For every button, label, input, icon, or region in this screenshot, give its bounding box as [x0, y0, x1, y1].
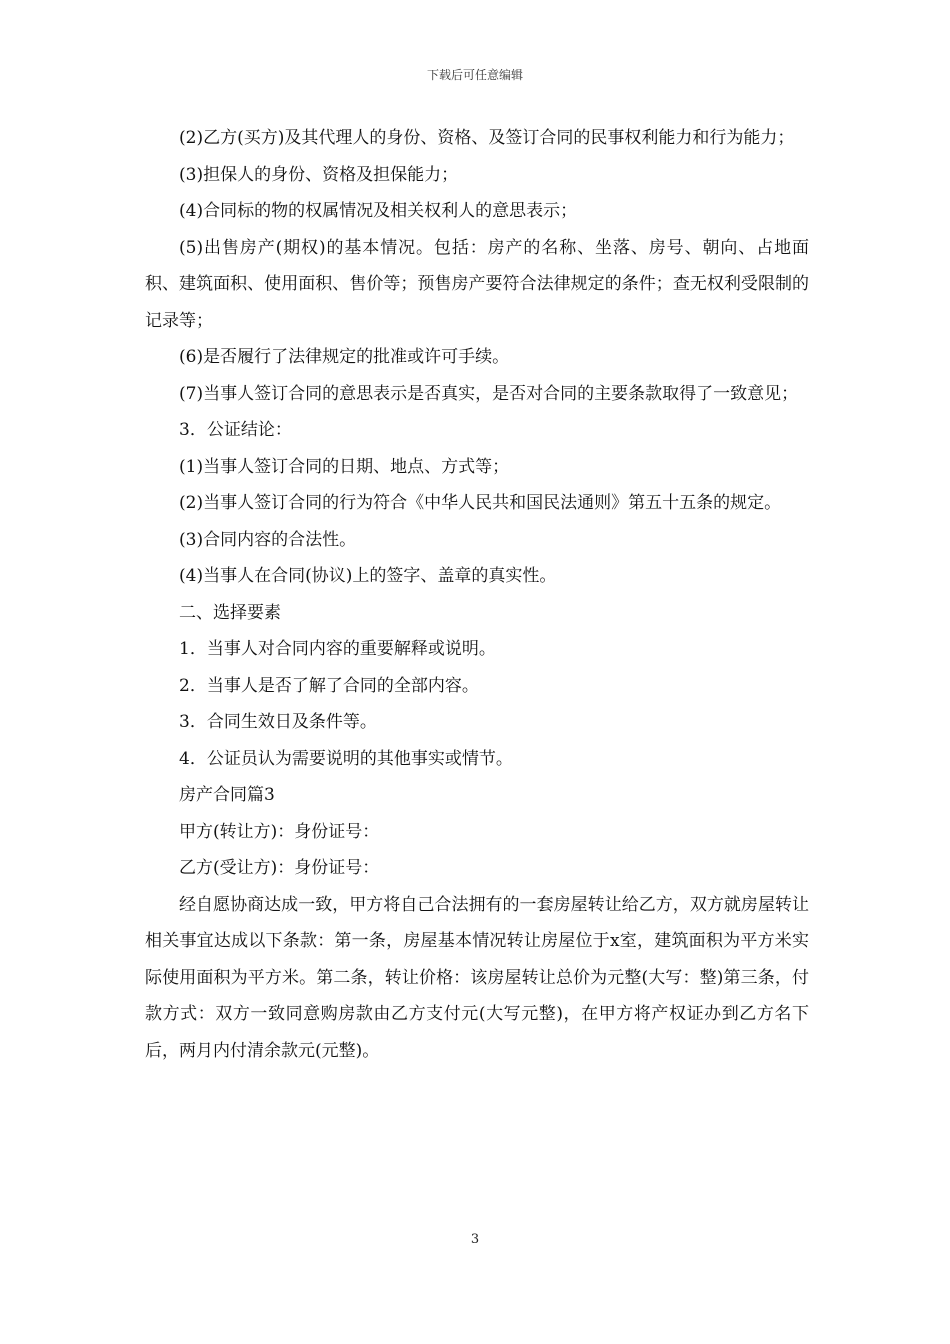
paragraph: (2)当事人签订合同的行为符合《中华人民共和国民法通则》第五十五条的规定。 [179, 493, 782, 513]
paragraph: (4)合同标的物的权属情况及相关权利人的意思表示； [179, 201, 578, 221]
paragraph: 3．合同生效日及条件等。 [179, 712, 377, 732]
paragraph: (3)担保人的身份、资格及担保能力； [179, 164, 459, 185]
paragraph: (3)合同内容的合法性。 [179, 529, 357, 550]
page-header: 下载后可任意编辑 [426, 68, 523, 82]
section-heading: 3．公证结论： [179, 420, 292, 440]
paragraph: 4．公证员认为需要说明的其他事实或情节。 [179, 748, 513, 769]
section-heading: 房产合同篇3 [179, 785, 275, 805]
page-number: 3 [470, 1232, 480, 1247]
paragraph: (7)当事人签订合同的意思表示是否真实，是否对合同的主要条款取得了一致意见； [179, 383, 799, 404]
section-heading: 二、选择要素 [179, 602, 281, 623]
paragraph: (5)出售房产(期权)的基本情况。包括：房产的名称、坐落、房号、朝向、占地面积、建筑面积、使用面积、售价等；预售房产要符合法律规定的条件；查无权利受限制的记录等； [145, 237, 809, 331]
paragraph: 2．当事人是否了解了合同的全部内容。 [179, 675, 479, 696]
paragraph: (1)当事人签订合同的日期、地点、方式等； [179, 456, 510, 477]
document-body [145, 120, 809, 1069]
paragraph: (6)是否履行了法律规定的批准或许可手续。 [179, 347, 510, 367]
paragraph: 1．当事人对合同内容的重要解释或说明。 [179, 639, 496, 659]
paragraph: 甲方(转让方)：身份证号： [179, 821, 380, 842]
paragraph: (4)当事人在合同(协议)上的签字、盖章的真实性。 [179, 566, 557, 586]
paragraph: 乙方(受让方)：身份证号： [179, 858, 380, 878]
paragraph: (2)乙方(买方)及其代理人的身份、资格、及签订合同的民事权利能力和行为能力； [179, 128, 795, 148]
paragraph: 经自愿协商达成一致，甲方将自己合法拥有的一套房屋转让给乙方，双方就房屋转让相关事宜达成以下条款：第一条，房屋基本情况转让房屋位于x室，建筑面积为平方米实际使用面积为平方米。第二条，转让价格：该房屋转让总价为元整(大写：整)第三条，付款方式：双方一致同意购房款由乙方支付元(大写元整)，在甲方将产权证办到乙方名下后，两月内付清余款元(元整)。 [145, 894, 809, 1061]
